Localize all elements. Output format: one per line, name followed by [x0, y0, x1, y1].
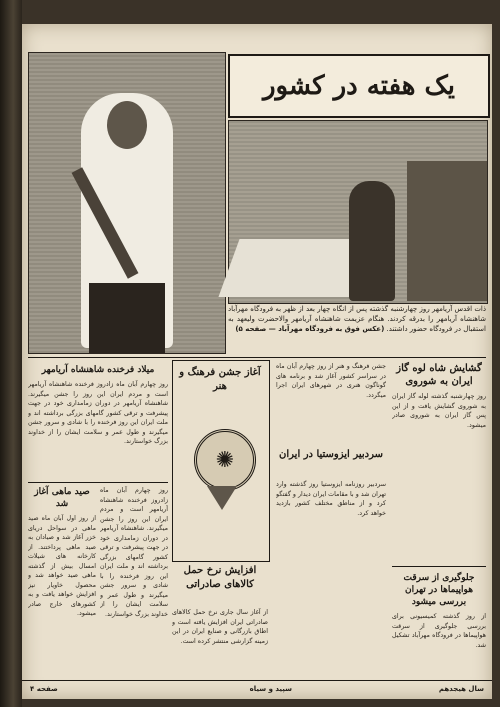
portrait-head	[107, 101, 147, 149]
kenya-text: سردبیر روزنامه ایزوستیا روز گذشته وارد تهران شد و با مقامات ایران دیدار و گفتگو کرد و از مناطق مختلف کشور بازدید خواهد کرد.	[276, 481, 386, 517]
airport-text: از روز گذشته کمیسیونی برای بررسی جلوگیری از سرقت هواپیماها در فرودگاه مهرآباد تشکیل شد.	[392, 613, 486, 649]
footer-publication: سپید و سیاه	[249, 685, 292, 693]
portrait-trousers	[89, 283, 165, 353]
page-footer	[22, 680, 492, 699]
senate-text: روز چهارشنبه گذشته لوله گاز ایران به شوروی گشایش یافت و از این پس گاز ایران به شوروی صادر میشود.	[392, 393, 486, 429]
footer-issue: سال هیجدهم	[438, 685, 484, 693]
crowd-shape	[407, 161, 487, 301]
birthday-title: میلاد فرخنده شاهنشاه آریامهر	[41, 365, 155, 375]
photo-caption	[228, 304, 486, 356]
page-headline: یک هفته در کشور	[262, 71, 455, 101]
kenya-lead-text: جشن فرهنگ و هنر از روز چهارم آبان ماه در سراسر کشور آغاز شد و برنامه های گوناگون هنری در شهرهای ایران اجرا میگردد.	[276, 363, 386, 399]
exports-text: از آغاز سال جاری نرخ حمل کالاهای صادراتی ایران افزایش یافته است و اطاق بازرگانی و صنایع ایران در این زمینه گزارشی منتشر کرده است.	[172, 609, 268, 645]
kenya-title: سردبیر ایزوستیا در ایران	[279, 449, 383, 460]
headline-box	[228, 54, 490, 118]
exports-lead-text: روز چهارم آبان ماه زادروز فرخنده شاهنشاه آریامهر است و مردم ایران این روز را جشن میگیرند. شاهنشاه آریامهر در دوران زمامداری خود در جهت پیشرفت و ترقی کشور گامهای بزرگی برداشته اند و ملت ایران این روز فرخنده را با شادی و سرور جشن میگیرند و طول عمر و سلامت ایشان را از خداوند بزرگ خواستارند.	[100, 487, 168, 618]
magazine-binding	[0, 0, 22, 707]
footer-page-number: صفحه ۴	[30, 685, 58, 693]
birthday-text: روز چهارم آبان ماه زادروز فرخنده شاهنشاه آریامهر است و مردم ایران این روز را جشن میگیرند. شاهنشاه آریامهر در دوران زمامداری خود در جهت پیشرفت و ترقی کشور گامهای بزرگی برداشته اند و ملت ایران این روز فرخنده را با شادی و سرور جشن میگیرند و طول عمر و سلامت ایشان را از خداوند بزرگ خواستارند.	[28, 381, 168, 445]
airport-photo	[228, 120, 488, 304]
fishing-text: از روز اول آبان ماه صید ماهی در سواحل دریای خزر آغاز شد و صیادان به صید ماهی پرداختند. از کارخانه های شیلات امسال بیش از گذشته ماهی صید خواهد شد و محصول خاویار نیز افزایش خواهد یافت و به کشورهای خارج صادر میشود.	[28, 515, 96, 617]
magazine-page	[22, 24, 492, 699]
exports-title: افزایش نرخ حمل کالاهای صادراتی	[183, 565, 257, 590]
airport-title: جلوگیری از سرقت هواپیماها در تهران بررسی میشود	[403, 573, 475, 607]
divider-left	[28, 482, 168, 483]
standing-figure	[349, 181, 395, 301]
arts-title: آغاز جشن فرهنگ و هنر	[179, 367, 261, 392]
divider-top	[28, 357, 486, 358]
arts-emblem-icon: ✺	[194, 429, 256, 491]
caption-text: ذات اقدس آریامهر روز چهارشنبه گذشته پس از انگاه چهار بعد از ظهر به فرودگاه مهرآباد شاهنشاه آریامهر را بدرقه کردند. هنگام عزیمت شاهنشاه آریامهر والاحضرت ولیعهد به استقبال در فرودگاه حضور داشتند.	[228, 305, 486, 333]
shah-portrait-photo	[28, 52, 226, 354]
divider-right	[392, 566, 486, 567]
fishing-title: صید ماهی آغاز شد	[34, 487, 90, 509]
caption-credit: (عکس فوق به فرودگاه مهرآباد — صفحه ۵)	[235, 325, 385, 333]
senate-title: گشایش شاه لوه گاز ایران به شوروی	[396, 363, 482, 387]
